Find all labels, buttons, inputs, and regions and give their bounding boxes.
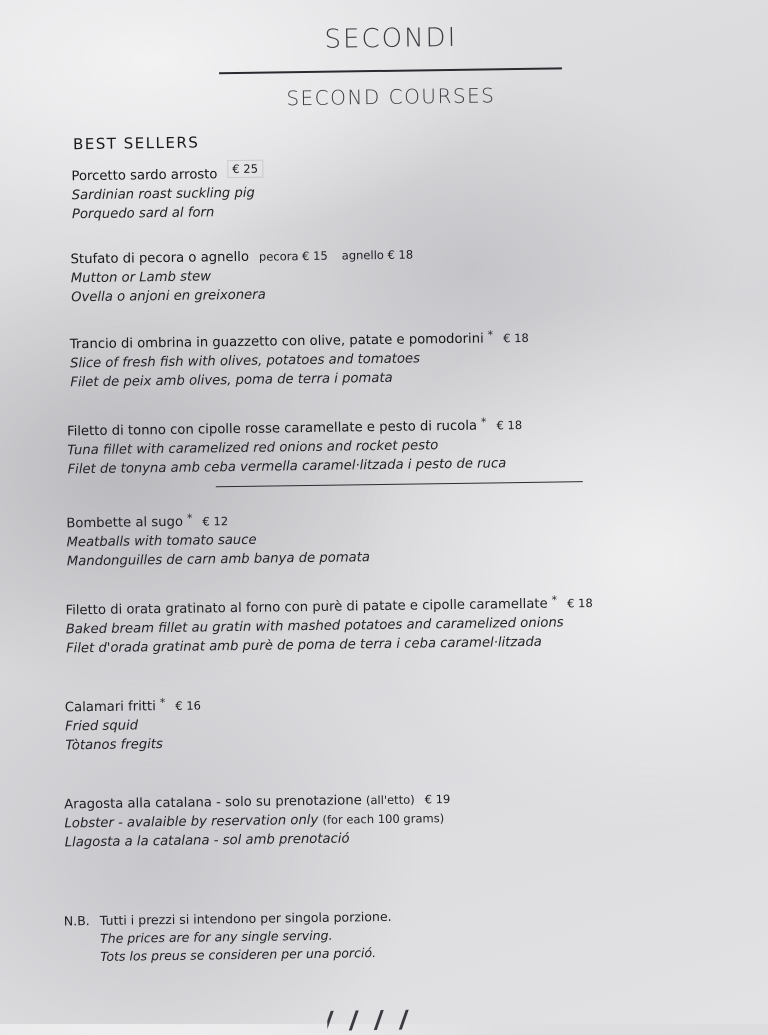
footnote-en: The prices are for any single serving. bbox=[99, 927, 333, 946]
dish-translation-en: Lobster - avalaible by reservation only bbox=[64, 812, 319, 832]
dish-translation-ca: Llagosta a la catalana - sol amb prenotació bbox=[64, 831, 350, 851]
asterisk-mark: * bbox=[186, 511, 193, 525]
page-subtitle: SECOND COURSES bbox=[286, 83, 496, 111]
dish-translation-ca: Filet d'orada gratinat amb purè de poma de terra i ceba caramel·litzada bbox=[65, 634, 542, 657]
dish-translation-ca: Filet de tonyna amb ceba vermella caramel·litzada i pesto de ruca bbox=[67, 456, 507, 478]
asterisk-mark: * bbox=[159, 696, 166, 710]
dish-translation-en: Sardinian roast suckling pig bbox=[71, 185, 255, 204]
asterisk-mark: * bbox=[551, 593, 558, 607]
asterisk-mark: * bbox=[480, 415, 487, 429]
menu-item bbox=[65, 697, 202, 756]
dish-translation-en: Slice of fresh fish with olives, potatoes and tomatoes bbox=[69, 351, 421, 372]
dish-translation-ca: Mandonguilles de carn amb banya de pomata bbox=[66, 550, 371, 570]
footnote bbox=[64, 907, 485, 973]
dish-note-en: (for each 100 grams) bbox=[322, 811, 445, 827]
dish-price: € 25 bbox=[227, 160, 263, 178]
dish-price: € 16 bbox=[175, 698, 202, 713]
menu-item bbox=[71, 161, 263, 225]
dish-name: Trancio di ombrina in guazzetto con olive, patate e pomodorini bbox=[69, 331, 484, 353]
dish-price: € 18 bbox=[496, 418, 523, 433]
asterisk-mark: * bbox=[487, 328, 494, 342]
page-title: SECONDI bbox=[324, 22, 458, 55]
dish-translation-ca: Filet de peix amb olives, poma de terra i pomata bbox=[70, 370, 393, 391]
section-divider bbox=[216, 481, 583, 487]
title-divider bbox=[219, 67, 562, 73]
dish-translation-en: Fried squid bbox=[65, 718, 139, 735]
menu-item bbox=[66, 510, 370, 571]
dish-price: € 18 bbox=[503, 330, 529, 346]
dish-translation-en: Tuna fillet with caramelized red onions and rocket pesto bbox=[67, 438, 439, 459]
menu-item bbox=[64, 790, 451, 852]
footnote-it: Tutti i prezzi si intendono per singola porzione. bbox=[99, 908, 392, 928]
dish-name: Stufato di pecora o agnello bbox=[70, 249, 250, 268]
dish-price: € 18 bbox=[567, 596, 593, 611]
menu-item bbox=[70, 329, 530, 392]
dish-translation-en: Baked bream fillet au gratin with mashed potatoes and caramelized onions bbox=[65, 615, 564, 638]
footnote-label: N.B. bbox=[63, 913, 90, 929]
dish-translation-ca: Porquedo sard al forn bbox=[71, 205, 215, 223]
menu-item bbox=[67, 416, 523, 479]
cut-off-logo bbox=[327, 1009, 457, 1031]
dish-name: Calamari fritti bbox=[64, 699, 156, 716]
dish-note: (all'etto) bbox=[365, 792, 415, 808]
dish-name: Filetto di tonno con cipolle rosse caramellate e pesto di rucola bbox=[66, 418, 478, 440]
dish-price-alt: agnello € 18 bbox=[341, 247, 414, 263]
dish-translation-en: Meatballs with tomato sauce bbox=[66, 532, 257, 551]
dish-price: € 19 bbox=[424, 792, 451, 807]
section-label: BEST SELLERS bbox=[72, 133, 200, 154]
dish-price: pecora € 15 bbox=[258, 248, 328, 264]
footnote-ca: Tots los preus se consideren per una porció. bbox=[100, 945, 377, 964]
menu-item bbox=[70, 246, 413, 308]
dish-translation-ca: Ovella o anjoni en greixonera bbox=[71, 287, 266, 306]
dish-name: Filetto di orata gratinato al forno con purè di patate e cipolle caramellate bbox=[65, 596, 548, 619]
dish-name: Porcetto sardo arrosto bbox=[71, 167, 218, 185]
dish-translation-ca: Tòtanos fregits bbox=[65, 737, 163, 754]
dish-name: Aragosta alla catalana - solo su prenotazione bbox=[64, 793, 362, 813]
dish-name: Bombette al sugo bbox=[66, 514, 184, 532]
dish-price: € 12 bbox=[202, 514, 229, 529]
dish-translation-en: Mutton or Lamb stew bbox=[70, 269, 212, 287]
menu-item bbox=[65, 594, 593, 658]
